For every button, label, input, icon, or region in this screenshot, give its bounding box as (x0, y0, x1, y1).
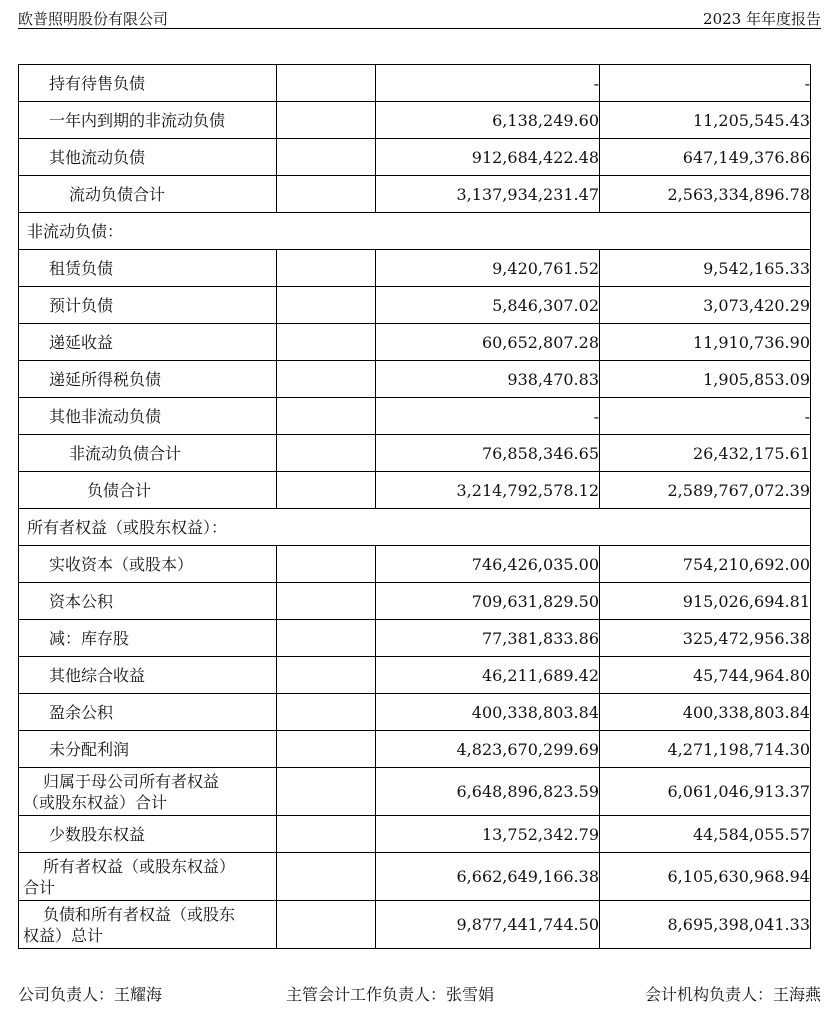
value-current: 77,381,833.86 (376, 620, 600, 657)
table-row (19, 816, 811, 853)
note-cell (277, 472, 376, 509)
value-prior: 2,563,334,896.78 (600, 176, 811, 213)
table-row (19, 361, 811, 398)
note-cell (277, 620, 376, 657)
row-label (19, 901, 277, 949)
value-prior: 647,149,376.86 (600, 139, 811, 176)
note-cell (277, 853, 376, 901)
value-prior: 9,542,165.33 (600, 250, 811, 287)
row-label-line-1: 负债和所有者权益（或股东 (43, 904, 236, 924)
value-prior: 6,061,046,913.37 (600, 768, 811, 816)
value-current: 9,877,441,744.50 (376, 901, 600, 949)
row-label-line-1: 归属于母公司所有者权益 (43, 771, 220, 791)
value-prior: 400,338,803.84 (600, 694, 811, 731)
value-prior: - (600, 398, 811, 435)
value-current: 938,470.83 (376, 361, 600, 398)
table-row (19, 546, 811, 583)
note-cell (277, 324, 376, 361)
row-label: 负债合计 (19, 472, 277, 509)
value-prior: 44,584,055.57 (600, 816, 811, 853)
institution-head: 会计机构负责人：王海燕 (644, 985, 821, 1004)
note-cell (277, 731, 376, 768)
section-label: 非流动负债： (19, 213, 811, 250)
table-row (19, 731, 811, 768)
note-cell (277, 287, 376, 324)
value-prior: - (600, 65, 811, 102)
note-cell (277, 250, 376, 287)
note-cell (277, 398, 376, 435)
row-label (19, 768, 277, 816)
table-row (19, 472, 811, 509)
row-label: 盈余公积 (19, 694, 277, 731)
row-label: 资本公积 (19, 583, 277, 620)
table-row (19, 901, 811, 949)
row-label: 持有待售负债 (19, 65, 277, 102)
note-cell (277, 102, 376, 139)
value-prior: 325,472,956.38 (600, 620, 811, 657)
value-current: 6,662,649,166.38 (376, 853, 600, 901)
value-prior: 11,205,545.43 (600, 102, 811, 139)
note-cell (277, 65, 376, 102)
value-current: 400,338,803.84 (376, 694, 600, 731)
value-current: 9,420,761.52 (376, 250, 600, 287)
company-name: 欧普照明股份有限公司 (18, 10, 169, 28)
row-label: 其他流动负债 (19, 139, 277, 176)
table-row (19, 65, 811, 102)
table-row (19, 657, 811, 694)
row-label: 递延所得税负债 (19, 361, 277, 398)
accounting-head: 主管会计工作负责人：张雪娟 (286, 985, 495, 1004)
row-label: 未分配利润 (19, 731, 277, 768)
table-row (19, 176, 811, 213)
row-label: 其他综合收益 (19, 657, 277, 694)
row-label: 一年内到期的非流动负债 (19, 102, 277, 139)
table-row (19, 853, 811, 901)
note-cell (277, 816, 376, 853)
value-current: 6,138,249.60 (376, 102, 600, 139)
value-prior: 26,432,175.61 (600, 435, 811, 472)
table-row (19, 435, 811, 472)
value-prior: 3,073,420.29 (600, 287, 811, 324)
value-prior: 11,910,736.90 (600, 324, 811, 361)
value-current: 5,846,307.02 (376, 287, 600, 324)
note-cell (277, 176, 376, 213)
section-label: 所有者权益（或股东权益）： (19, 509, 811, 546)
signature-footer (18, 982, 821, 1006)
row-label-line-2: 合计 (23, 877, 56, 897)
note-cell (277, 657, 376, 694)
row-label: 流动负债合计 (19, 176, 277, 213)
row-label-line-2: 权益）总计 (23, 925, 104, 945)
page-header (18, 6, 821, 29)
table-row (19, 102, 811, 139)
note-cell (277, 583, 376, 620)
table-row (19, 694, 811, 731)
company-head: 公司负责人：王耀海 (18, 985, 163, 1004)
note-cell (277, 901, 376, 949)
value-current: - (376, 398, 600, 435)
table-row (19, 287, 811, 324)
section-row (19, 509, 811, 546)
value-prior: 4,271,198,714.30 (600, 731, 811, 768)
row-label: 少数股东权益 (19, 816, 277, 853)
table-row (19, 324, 811, 361)
note-cell (277, 361, 376, 398)
value-current: 3,214,792,578.12 (376, 472, 600, 509)
table-row (19, 583, 811, 620)
row-label (19, 853, 277, 901)
note-cell (277, 694, 376, 731)
row-label-line-1: 所有者权益（或股东权益） (43, 856, 236, 876)
value-prior: 754,210,692.00 (600, 546, 811, 583)
value-prior: 915,026,694.81 (600, 583, 811, 620)
value-current: 912,684,422.48 (376, 139, 600, 176)
balance-sheet-table (18, 64, 811, 949)
row-label: 预计负债 (19, 287, 277, 324)
value-prior: 6,105,630,968.94 (600, 853, 811, 901)
table-row (19, 139, 811, 176)
report-title: 2023 年年度报告 (703, 10, 821, 28)
value-prior: 2,589,767,072.39 (600, 472, 811, 509)
table-row (19, 620, 811, 657)
value-current: 60,652,807.28 (376, 324, 600, 361)
table-row (19, 250, 811, 287)
value-prior: 45,744,964.80 (600, 657, 811, 694)
value-current: 4,823,670,299.69 (376, 731, 600, 768)
row-label: 递延收益 (19, 324, 277, 361)
note-cell (277, 768, 376, 816)
value-current: - (376, 65, 600, 102)
value-current: 46,211,689.42 (376, 657, 600, 694)
row-label-line-2: （或股东权益）合计 (23, 792, 168, 812)
value-current: 709,631,829.50 (376, 583, 600, 620)
note-cell (277, 139, 376, 176)
value-current: 3,137,934,231.47 (376, 176, 600, 213)
row-label: 租赁负债 (19, 250, 277, 287)
note-cell (277, 546, 376, 583)
value-prior: 8,695,398,041.33 (600, 901, 811, 949)
value-prior: 1,905,853.09 (600, 361, 811, 398)
row-label: 非流动负债合计 (19, 435, 277, 472)
row-label: 实收资本（或股本） (19, 546, 277, 583)
value-current: 6,648,896,823.59 (376, 768, 600, 816)
row-label: 其他非流动负债 (19, 398, 277, 435)
table-row (19, 398, 811, 435)
value-current: 13,752,342.79 (376, 816, 600, 853)
note-cell (277, 435, 376, 472)
value-current: 76,858,346.65 (376, 435, 600, 472)
section-row (19, 213, 811, 250)
row-label: 减：库存股 (19, 620, 277, 657)
table-row (19, 768, 811, 816)
value-current: 746,426,035.00 (376, 546, 600, 583)
